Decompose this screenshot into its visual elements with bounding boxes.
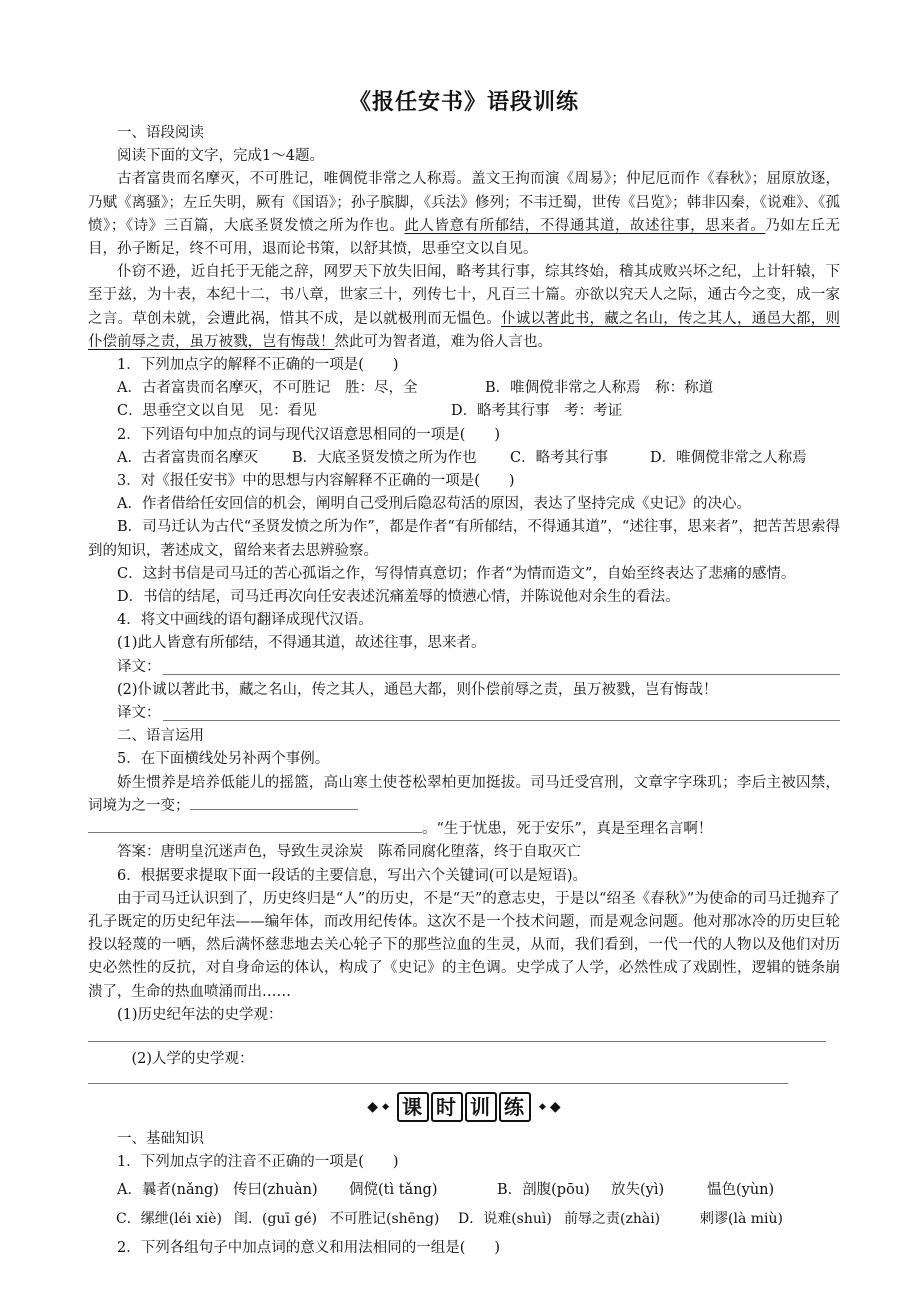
question-b1-stem: 1．下列加点字的注音不正确的一项是( ) <box>117 1154 399 1171</box>
question-5-answer: 答案：唐明皇沉迷声色，导致生灵涂炭 陈希同腐化堕落，终于自取灭亡 <box>117 844 581 861</box>
option-a-1: A．曩者(nǎng) <box>117 1181 219 1198</box>
passage-text: 然此可为智者道，难为俗人言也。 <box>334 333 552 350</box>
answer-line[interactable] <box>163 658 841 675</box>
passage-text: 乃如左丘无目，孙子断足，终不可用，退而论书策，以舒其愤，思垂空文以自见。 <box>88 217 841 258</box>
option-a-2: 传曰(zhuàn) <box>233 1181 318 1198</box>
section-heading-basics: 一、基础知识 <box>117 1131 204 1148</box>
question-5-continuation <box>88 818 840 841</box>
lesson-practice-banner <box>88 1092 840 1122</box>
question-6-sub-1: (1)历史纪年法的史学观： <box>117 1006 283 1023</box>
question-6-sub-2: (2)人学的史学观： <box>131 1050 254 1067</box>
question-6-text: 由于司马迁认识到了，历史终归是“人”的历史，不是“天”的意志史，于是以“绍圣《春秋》”为使命的司马迁抛弃了孔子既定的历史纪年法——编年体，而改用纪传体。这次不是一个技术问题，而是观念问题。他对那冰冷的历史巨轮投以轻蔑的一哂，然后满怀慈悲地去关心轮子下的那些泣血的生灵，从而，我们看到，一代一代的人物以及他们对历史必然性的反抗，对自身命运的体认，构成了《史记》的主色调。史学成了人学，必然性成了戏剧性，逻辑的链条崩溃了，生命的热血喷涌而出…… <box>88 890 840 1000</box>
question-b1-options-ab <box>88 1179 840 1202</box>
option-d-2: 前辱之责(zhài) <box>564 1210 661 1227</box>
translate-sentence-1: (1)此人皆意有所郁结，不得通其道，故述往事，思来者。 <box>117 635 486 652</box>
translate-sentence-2: (2)仆诚以著此书，藏之名山，传之其人，通邑大都，则仆偿前辱之责，虽万被戮，岂有悔哉！ <box>117 681 718 698</box>
diamond-icon: ◆ <box>549 1098 561 1115</box>
question-1-options-ab <box>88 377 840 400</box>
question-4-stem: 4．将文中画线的语句翻译成现代汉语。 <box>117 612 373 629</box>
translation-answer-1[interactable] <box>88 656 840 679</box>
question-2-stem: 2．下列语句中加点的词与现代汉语意思相同的一项是( ) <box>117 426 501 443</box>
passage-text: 仆窃不逊，近自托于无能之辞，网罗天下放失旧闻，略考其行事，综其终始，稽其成败兴坏之纪，上计轩辕，下至于兹，为十表，本纪十二，书八章，世家三十，列传七十，凡百三十篇。亦欲以究天人之际，通古今之变，成一家之言。草创未就，会遭此祸，惜其不成，是以就极刑而无愠色。 <box>88 264 840 327</box>
spacer <box>88 1071 840 1083</box>
option-c-3: 不可胜记(shēng) <box>330 1210 440 1227</box>
answer-line[interactable] <box>163 704 841 721</box>
spacer <box>88 1027 840 1041</box>
banner-char: 训 <box>465 1092 497 1122</box>
option-d-3: 剌谬(là miù) <box>700 1210 783 1227</box>
option-b: B．唯倜傥非常之人称焉 称：称道 <box>485 380 714 397</box>
option-c: C．略考其行事 <box>510 449 609 466</box>
passage-paragraph-2 <box>88 261 840 354</box>
diamond-icon: ◆ <box>367 1098 379 1115</box>
question-5-tail: 。“生于忧患，死于安乐”，真是至理名言啊！ <box>422 821 713 838</box>
question-1-stem: 1．下列加点字的解释不正确的一项是( ) <box>117 357 399 374</box>
passage-paragraph-1 <box>88 168 840 261</box>
diamond-small-icon: ◆ <box>539 1101 546 1112</box>
translation-answer-2[interactable] <box>88 702 840 725</box>
option-a-3: 倜傥(tì tǎng) <box>349 1181 438 1198</box>
section-heading-language: 二、语言运用 <box>117 728 204 745</box>
option-c: C．这封书信是司马迁的苦心孤诣之作，写得情真意切；作者“为情而造文”，自始至终表达了悲痛的感情。 <box>117 565 796 582</box>
reading-instruction: 阅读下面的文字，完成1～4题。 <box>117 148 324 165</box>
option-d-1: D．说难(shuì) <box>458 1210 552 1227</box>
option-b-2: 放失(yì) <box>611 1181 665 1198</box>
passage-text: 古者富贵而名摩灭，不可胜记，唯倜傥非常之人称焉。盖文王拘而演《周易》；仲尼厄而作《春秋》；屈原放逐，乃赋《离骚》；左丘失明，厥有《国语》；孙子膑脚，《兵法》修列；不韦迁蜀，世传《吕览》；韩非囚秦，《说难》、《孤愤》；《诗》三百篇，大底圣贤发愤之所为作也。 <box>88 171 840 234</box>
option-b: B．大底圣贤发愤之所为作也 <box>292 449 477 466</box>
question-5-stem: 5．在下面横线处另补两个事例。 <box>117 751 330 768</box>
translation-label: 译文： <box>117 658 161 675</box>
option-d: D．书信的结尾，司马迁再次向任安表述沉痛羞辱的愤懑心情，并陈说他对余生的看法。 <box>117 589 680 606</box>
option-c-1: C．缧绁(léi xiè) <box>116 1210 222 1227</box>
question-5-text <box>88 772 840 818</box>
underlined-sentence-1: 此人皆意有所郁结，不得通其道，故述往事，思来者。 <box>404 217 766 234</box>
question-b2-stem: 2．下列各组句子中加点词的意义和用法相同的一组是( ) <box>117 1239 501 1256</box>
option-a: A．作者借给任安回信的机会，阐明自己受刑后隐忍苟活的原因，表达了坚持完成《史记》的决心。 <box>117 496 751 513</box>
option-c: C．思垂空文以自见 见：看见 <box>117 403 317 420</box>
question-1-options-cd <box>88 400 840 423</box>
answer-line[interactable] <box>88 1083 788 1084</box>
option-d: D．略考其行事 考：考证 <box>451 403 623 420</box>
question-b1-options-cd <box>88 1208 840 1231</box>
banner-char: 时 <box>431 1092 463 1122</box>
option-a: A．古者富贵而名摩灭，不可胜记 胜：尽，全 <box>117 380 418 397</box>
question-6-stem: 6．根据要求提取下面一段话的主要信息，写出六个关键词(可以是短语)。 <box>117 867 588 884</box>
answer-blank-2[interactable] <box>88 818 422 833</box>
option-c-2: 闺．(guī gé) <box>234 1210 318 1227</box>
diamond-small-icon: ◆ <box>382 1101 389 1112</box>
question-2-options <box>88 447 840 470</box>
page-title: 《报任安书》语段训练 <box>348 89 579 115</box>
banner-char: 练 <box>499 1092 531 1122</box>
option-b: B．司马迁认为古代“圣贤发愤之所为作”，都是作者“有所郁结，不得通其道”，“述往事，思来者”，把苦苦思索得到的知识，著述成文，留给来者去思辨验察。 <box>88 519 840 559</box>
option-a: A．古者富贵而名摩灭 <box>117 449 258 466</box>
question-5-prompt: 娇生惯养是培养低能儿的摇篮，高山寒土使苍松翠柏更加挺拔。司马迁受宫刑，文章字字珠玑；李后主被囚禁，词境为之一变； <box>88 774 840 814</box>
answer-blank-1[interactable] <box>190 795 358 810</box>
option-b-1: B．剖腹(pōu) <box>497 1181 590 1198</box>
banner-title <box>397 1092 531 1122</box>
banner-char: 课 <box>397 1092 429 1122</box>
question-3-stem: 3．对《报任安书》中的思想与内容解释不正确的一项是( ) <box>117 473 515 490</box>
option-b-3: 愠色(yùn) <box>707 1181 775 1198</box>
section-heading-reading: 一、语段阅读 <box>117 125 204 141</box>
underlined-sentence-2: 仆诚以著此书，藏之名山，传之其人，通邑大都，则仆偿前辱之责，虽万被戮，岂有悔哉！ <box>88 310 840 350</box>
translation-label: 译文： <box>117 705 161 722</box>
option-d: D．唯倜傥非常之人称焉 <box>650 449 807 466</box>
answer-line[interactable] <box>88 1041 826 1042</box>
